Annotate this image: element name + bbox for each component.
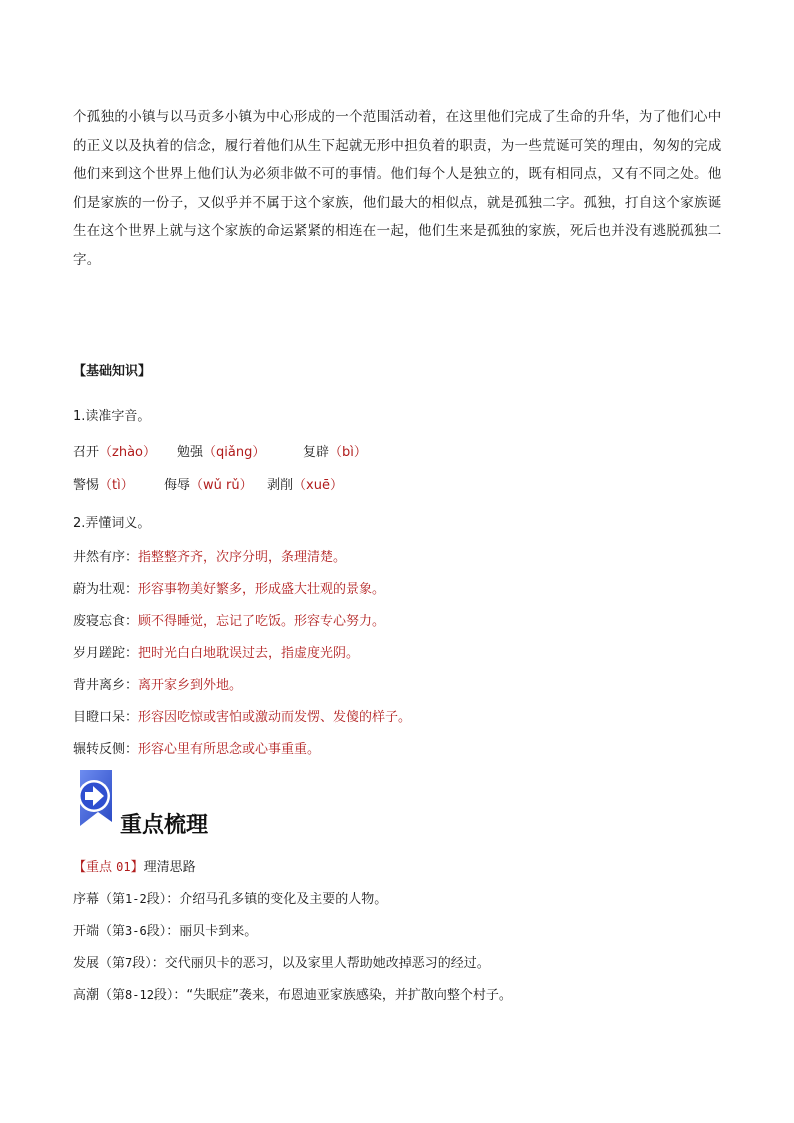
arrow-right-icon: [72, 768, 120, 828]
term-item: [73, 610, 385, 629]
outline-item: [73, 984, 512, 1003]
pinyin-item: [73, 441, 156, 460]
point-label-number: 01: [116, 860, 131, 874]
term-definition: 把时光白白地耽误过去，指虚度光阴。: [138, 646, 360, 661]
term-word: 岁月蹉跎：: [73, 646, 139, 661]
outline-text: 段）：介绍马孔多镇的变化及主要的人物。: [146, 892, 388, 907]
point-heading: [73, 856, 196, 875]
point-label-close: 】: [130, 860, 144, 875]
term-item: [73, 578, 385, 597]
pinyin-reading: （wǔ rǔ）: [190, 478, 253, 493]
pinyin-word: 复辟: [303, 445, 330, 460]
outline-label: 序幕（第: [73, 892, 126, 907]
outline-item: [73, 888, 387, 907]
outline-item: [73, 952, 490, 971]
intro-paragraph: [73, 103, 723, 275]
term-definition: 离开家乡到外地。: [138, 678, 243, 693]
meaning-heading: 2.弄懂词义。: [73, 516, 151, 531]
outline-range: 1-2: [125, 892, 147, 906]
section-banner: [72, 768, 372, 838]
pinyin-item: [303, 441, 367, 460]
section-title: 重点梳理: [120, 812, 209, 838]
pinyin-reading: （bì）: [329, 445, 367, 460]
basics-heading: 【基础知识】: [73, 364, 152, 379]
outline-range: 8-12: [125, 988, 154, 1002]
pronunciation-heading: 1.读准字音。: [73, 409, 151, 424]
outline-text: 段）：“失眠症”袭来，布恩迪亚家族感染，并扩散向整个村子。: [153, 988, 512, 1003]
term-word: 目瞪口呆：: [73, 710, 139, 725]
pinyin-word: 侮辱: [164, 478, 191, 493]
pinyin-reading: （qiǎng）: [203, 445, 266, 460]
term-definition: 形容事物美好繁多，形成盛大壮观的景象。: [138, 582, 386, 597]
pinyin-reading: （xuē）: [293, 478, 343, 493]
term-word: 蔚为壮观：: [73, 582, 139, 597]
outline-text: 段）：交代丽贝卡的恶习，以及家里人帮助她改掉恶习的经过。: [132, 956, 490, 971]
term-word: 背井离乡：: [73, 678, 139, 693]
outline-range: 3-6: [125, 924, 147, 938]
term-definition: 形容因吃惊或害怕或激动而发愣、发傻的样子。: [138, 710, 412, 725]
term-definition: 指整整齐齐，次序分明，条理清楚。: [138, 550, 347, 565]
term-definition: 顾不得睡觉，忘记了吃饭。形容专心努力。: [138, 614, 386, 629]
pinyin-reading: （tì）: [99, 478, 134, 493]
intro-line: 字。: [73, 251, 101, 268]
point-title: 理清思路: [143, 860, 196, 875]
intro-line: 们是家族的一份子，又似乎并不属于这个家族，他们最大的相似点，就是孤独二字。孤独，打自这个家族诞: [73, 194, 722, 211]
outline-label: 发展（第: [73, 956, 126, 971]
outline-range: 7: [125, 956, 133, 970]
term-word: 辗转反侧：: [73, 742, 139, 757]
outline-item: [73, 920, 257, 939]
pinyin-word: 剥削: [267, 478, 294, 493]
pinyin-word: 勉强: [177, 445, 204, 460]
pinyin-item: [73, 474, 134, 493]
term-item: [73, 706, 411, 725]
term-item: [73, 546, 346, 565]
pinyin-reading: （zhào）: [99, 445, 156, 460]
intro-line: 他们来到这个世界上他们认为必须非做不可的事情。他们每个人是独立的，既有相同点，又有不同之处。他: [73, 166, 722, 183]
term-item: [73, 642, 359, 661]
pinyin-item: [267, 474, 343, 493]
point-label-open: 【重点: [73, 860, 117, 875]
intro-line: 的正义以及执着的信念，履行着他们从生下起就无形中担负着的职责，为一些荒诞可笑的理由，匆匆的完成: [73, 137, 722, 154]
term-item: [73, 738, 320, 757]
outline-label: 高潮（第: [73, 988, 126, 1003]
outline-label: 开端（第: [73, 924, 126, 939]
term-word: 废寝忘食：: [73, 614, 139, 629]
outline-text: 段）：丽贝卡到来。: [146, 924, 258, 939]
pinyin-item: [164, 474, 253, 493]
intro-line: 生在这个世界上就与这个家族的命运紧紧的相连在一起，他们生来是孤独的家族，死后也并没有逃脱孤独二: [73, 223, 722, 240]
intro-line: 个孤独的小镇与以马贡多小镇为中心形成的一个范围活动着，在这里他们完成了生命的升华，为了他们心中: [73, 109, 722, 125]
term-item: [73, 674, 242, 693]
term-definition: 形容心里有所思念或心事重重。: [138, 742, 321, 757]
pinyin-item: [177, 441, 265, 460]
term-word: 井然有序：: [73, 550, 139, 565]
pinyin-word: 召开: [73, 445, 100, 460]
pinyin-word: 警惕: [73, 478, 100, 493]
